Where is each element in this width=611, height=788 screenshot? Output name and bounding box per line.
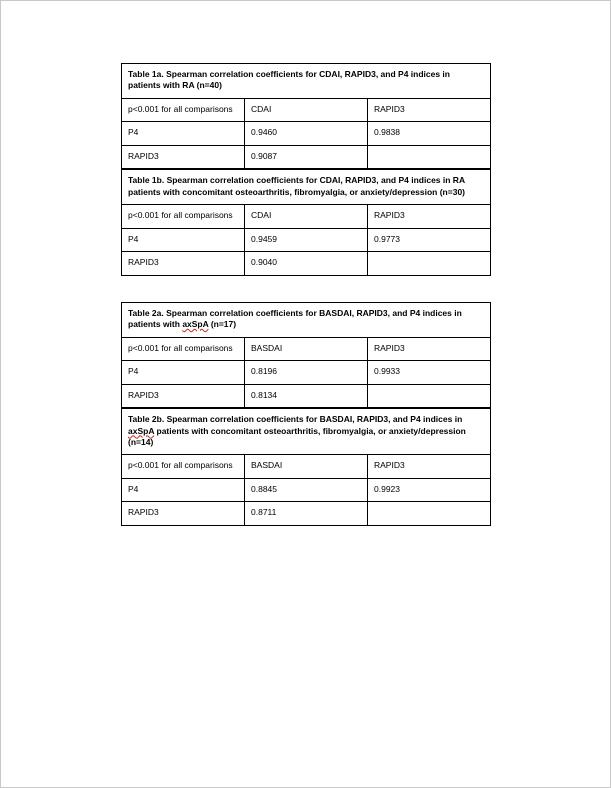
caption-text: Table 1b. Spearman correlation coefficients for CDAI, RAPID3, and P4 indices in RA patients with concomitant osteoarthritis, fibromyalgia, or anxiety/depression (n=30) — [128, 175, 465, 197]
cell-value: 0.9933 — [368, 361, 491, 384]
column-header: p<0.001 for all comparisons — [122, 98, 245, 121]
caption-text: Table 1a. Spearman correlation coefficients for CDAI, RAPID3, and P4 indices in patients with RA (n=40) — [128, 69, 450, 91]
table-header-row — [122, 98, 491, 121]
cell-value: 0.9459 — [245, 228, 368, 251]
table-1a — [121, 63, 491, 169]
table-2a — [121, 302, 491, 408]
table-row — [122, 502, 491, 525]
column-header: CDAI — [245, 98, 368, 121]
row-label: RAPID3 — [122, 502, 245, 525]
table-2b — [121, 408, 491, 526]
column-header: RAPID3 — [368, 98, 491, 121]
caption-text: Table 2a. Spearman correlation coefficients for BASDAI, RAPID3, and P4 indices in patients with — [128, 307, 462, 330]
cell-value: 0.8845 — [245, 478, 368, 501]
table-header-row — [122, 337, 491, 360]
row-label: P4 — [122, 478, 245, 501]
table-row — [122, 252, 491, 275]
row-label: P4 — [122, 228, 245, 251]
cell-value — [368, 252, 491, 275]
row-label: RAPID3 — [122, 145, 245, 168]
table-row — [122, 384, 491, 407]
table-row — [122, 478, 491, 501]
caption-text: Table 2b. Spearman correlation coefficients for BASDAI, RAPID3, and P4 indices in — [128, 414, 463, 425]
cell-value: 0.9923 — [368, 478, 491, 501]
column-header: RAPID3 — [368, 337, 491, 360]
table-header-row — [122, 455, 491, 478]
cell-value: 0.9040 — [245, 252, 368, 275]
column-header: RAPID3 — [368, 205, 491, 228]
column-header: BASDAI — [245, 455, 368, 478]
table-caption — [122, 170, 491, 205]
column-header: CDAI — [245, 205, 368, 228]
column-header: p<0.001 for all comparisons — [122, 205, 245, 228]
cell-value: 0.9460 — [245, 122, 368, 145]
table-row — [122, 361, 491, 384]
cell-value — [368, 502, 491, 525]
spellcheck-term: axSpA — [128, 425, 155, 436]
table-1b — [121, 169, 491, 275]
table-group — [121, 63, 491, 276]
table-caption — [122, 302, 491, 337]
column-header: RAPID3 — [368, 455, 491, 478]
row-label: P4 — [122, 122, 245, 145]
table-caption-row — [122, 302, 491, 337]
row-label: P4 — [122, 361, 245, 384]
table-row — [122, 228, 491, 251]
cell-value: 0.9773 — [368, 228, 491, 251]
cell-value: 0.8134 — [245, 384, 368, 407]
table-row — [122, 122, 491, 145]
table-group — [121, 302, 491, 526]
table-header-row — [122, 205, 491, 228]
table-caption-row — [122, 409, 491, 455]
table-row — [122, 145, 491, 168]
row-label: RAPID3 — [122, 252, 245, 275]
cell-value: 0.8196 — [245, 361, 368, 384]
table-group-gap — [121, 276, 491, 302]
spellcheck-term: axSpA — [182, 319, 209, 330]
cell-value: 0.9838 — [368, 122, 491, 145]
column-header: p<0.001 for all comparisons — [122, 337, 245, 360]
table-caption — [122, 64, 491, 99]
cell-value: 0.9087 — [245, 145, 368, 168]
caption-text: patients with concomitant osteoarthritis, fibromyalgia, or anxiety/depression (n=14) — [128, 425, 466, 447]
column-header: p<0.001 for all comparisons — [122, 455, 245, 478]
tables-container — [121, 63, 491, 526]
cell-value: 0.8711 — [245, 502, 368, 525]
caption-text: (n=17) — [208, 319, 237, 330]
table-caption-row — [122, 170, 491, 205]
table-caption — [122, 409, 491, 455]
cell-value — [368, 145, 491, 168]
column-header: BASDAI — [245, 337, 368, 360]
table-caption-row — [122, 64, 491, 99]
row-label: RAPID3 — [122, 384, 245, 407]
cell-value — [368, 384, 491, 407]
